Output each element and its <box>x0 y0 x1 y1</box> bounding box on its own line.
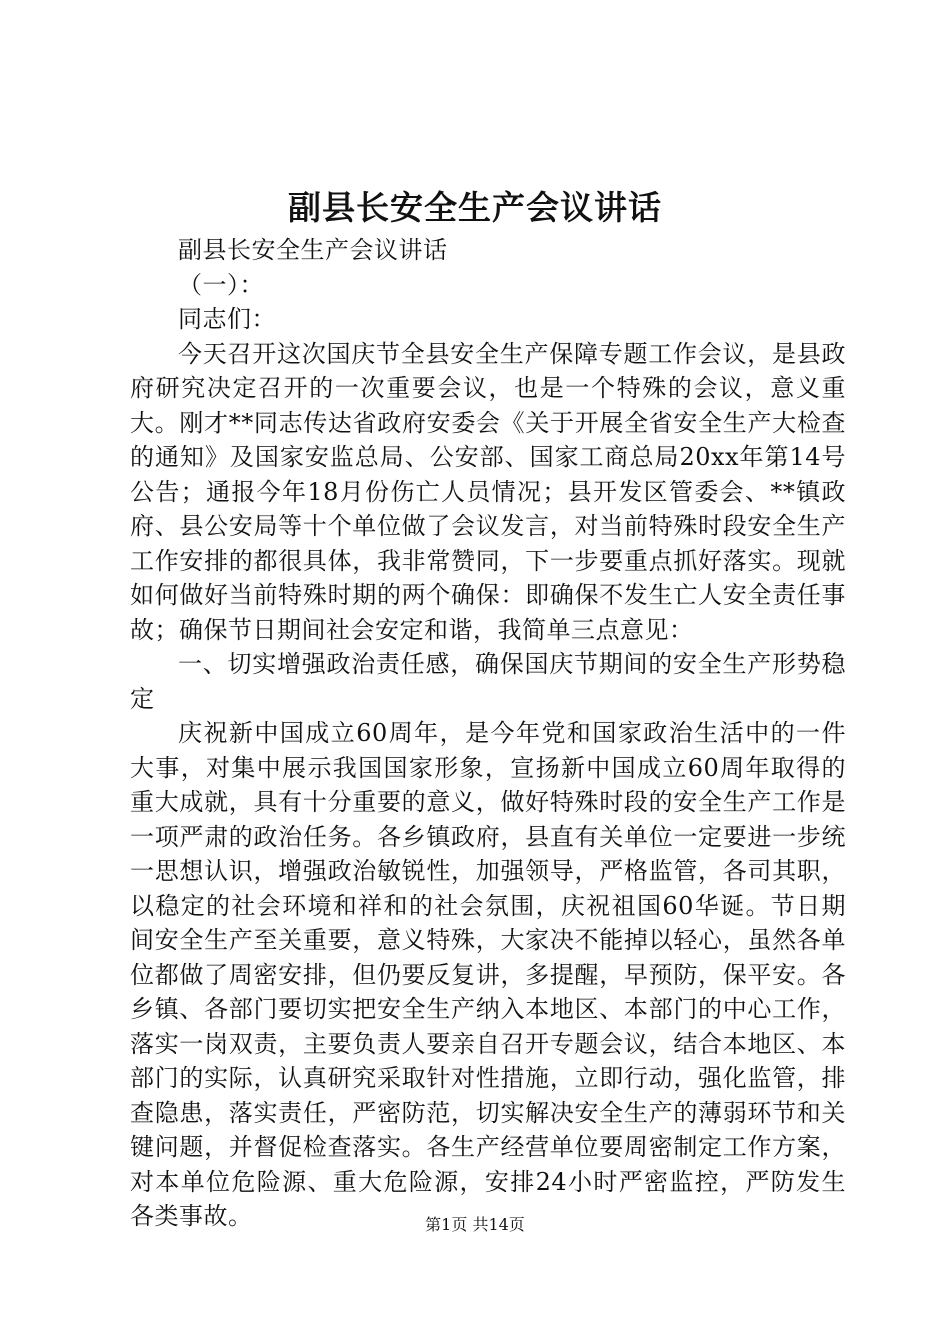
document-title: 副县长安全生产会议讲话 <box>288 188 662 227</box>
paragraph-subtitle: 副县长安全生产会议讲话 <box>178 236 448 264</box>
paragraph-intro: 今天召开这次国庆节全县安全生产保障专题工作会议，是县政府研究决定召开的一次重要会议，也是一个特殊的会议，意义重大。刚才**同志传达省政府安委会《关于开展全省安全生产大检查的通知》及国家安监总局、公安部、国家工商总局20xx年第14号公告；通报今年18月份伤亡人员情况；县开发区管委会、**镇政府、县公安局等十个单位做了会议发言，对当前特殊时段安全生产工作安排的都很具体，我非常赞同，下一步要重点抓好落实。现就如何做好当前特殊时期的两个确保：即确保不发生亡人安全责任事故；确保节日期间社会安定和谐，我简单三点意见： <box>130 339 846 644</box>
page-number-footer: 第1页 共14页 <box>425 1215 525 1234</box>
paragraph-salutation: 同志们： <box>178 305 276 333</box>
paragraph-heading-1: 一、切实增强政治责任感，确保国庆节期间的安全生产形势稳定 <box>130 650 846 713</box>
paragraph-body-1: 庆祝新中国成立60周年，是今年党和国家政治生活中的一件大事，对集中展示我国国家形象，宣扬新中国成立60周年取得的重大成就，具有十分重要的意义，做好特殊时段的安全生产工作是一项严肃的政治任务。各乡镇政府，县直有关单位一定要进一步统一思想认识，增强政治敏锐性，加强领导，严格监管，各司其职，以稳定的社会环境和祥和的社会氛围，庆祝祖国60华诞。节日期间安全生产至关重要，意义特殊，大家决不能掉以轻心，虽然各单位都做了周密安排，但仍要反复讲，多提醒，早预防，保平安。各乡镇、各部门要切实把安全生产纳入本地区、本部门的中心工作，落实一岗双责，主要负责人要亲自召开专题会议，结合本地区、本部门的实际，认真研究采取针对性措施，立即行动，强化监管，排查隐患，落实责任，严密防范，切实解决安全生产的薄弱环节和关键问题，并督促检查落实。各生产经营单位要周密制定工作方案，对本单位危险源、重大危险源，安排24小时严密监控，严防发生各类事故。 <box>130 719 846 1230</box>
paragraph-section-number: （一）： <box>178 270 264 299</box>
document-body <box>130 233 846 1234</box>
